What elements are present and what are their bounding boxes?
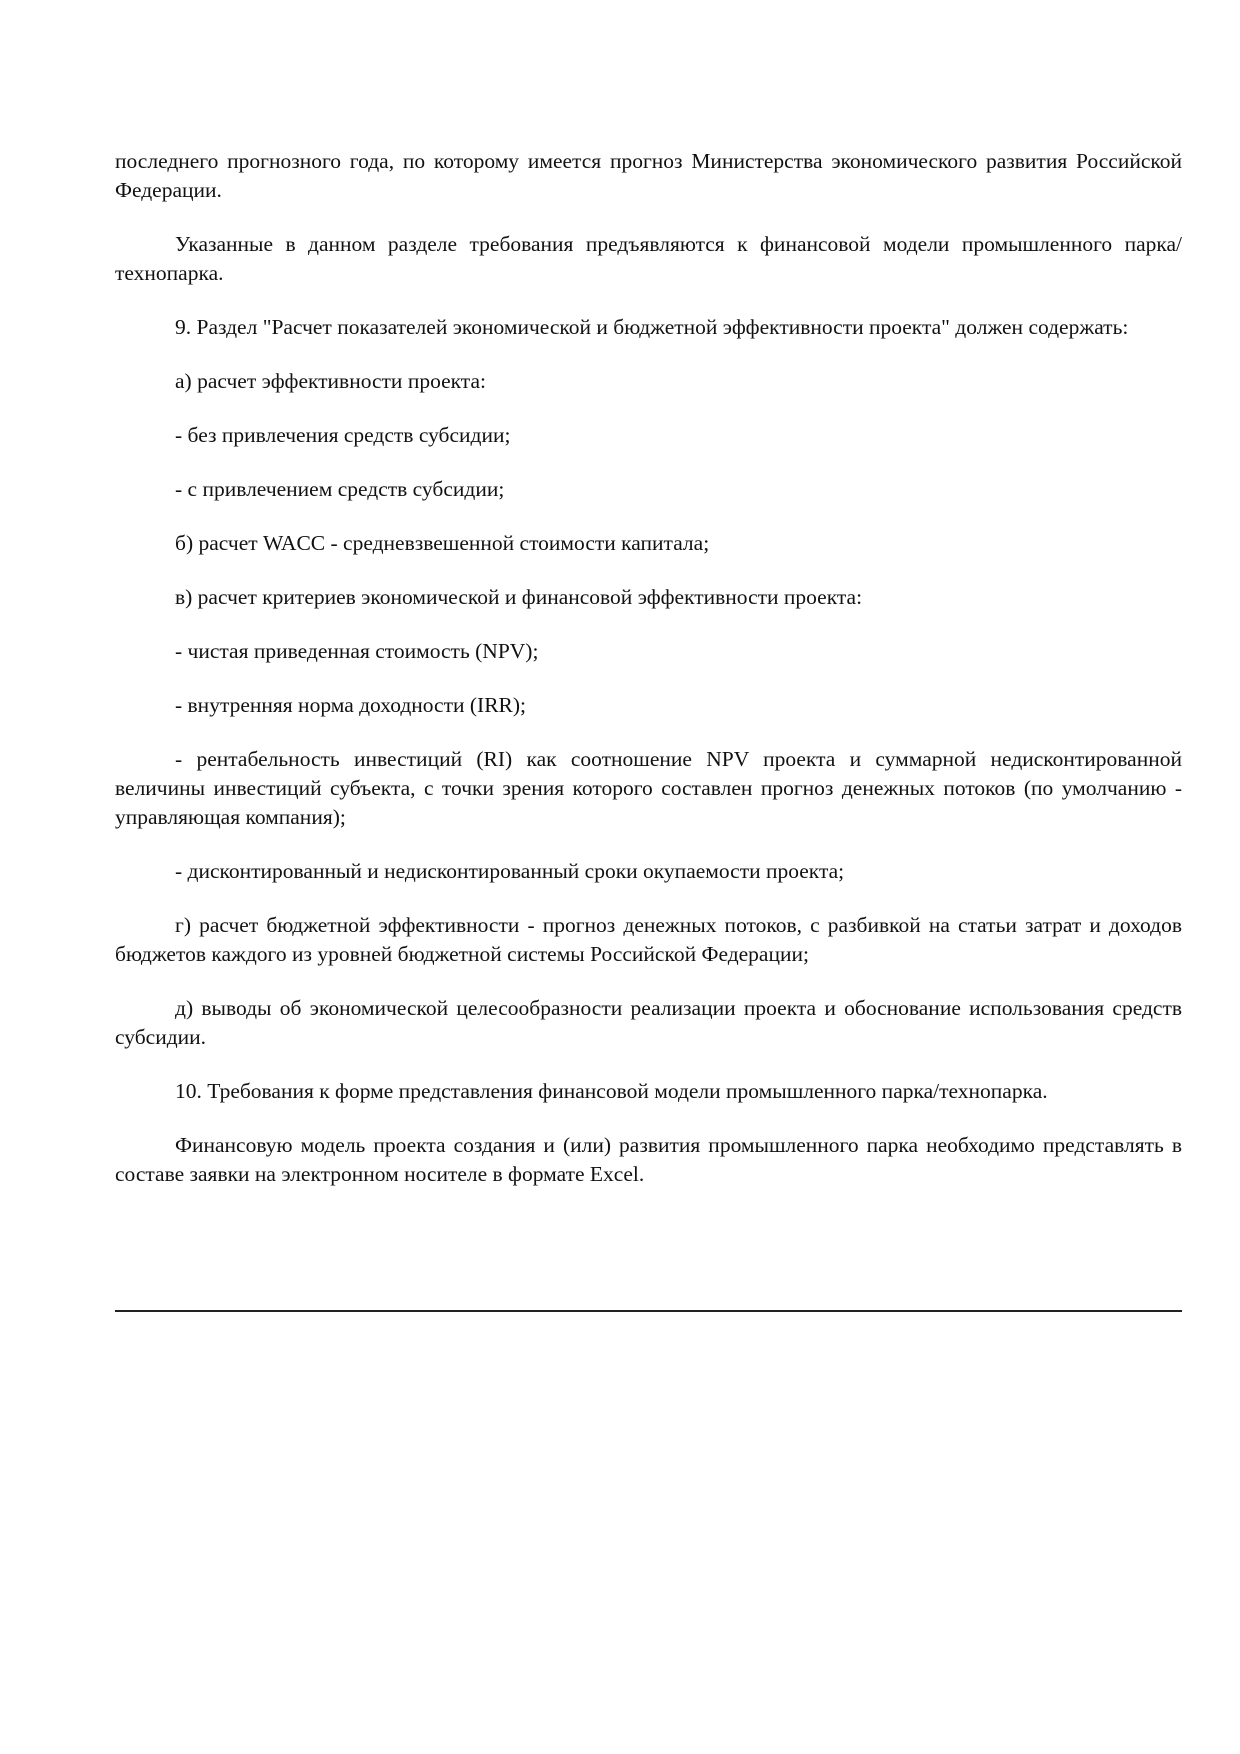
list-item: д) выводы об экономической целесообразности реализации проекта и обоснование использования средств субсидии. [115,996,1182,1049]
list-item: - дисконтированный и недисконтированный сроки окупаемости проекта; [175,859,845,883]
paragraph: 9. Раздел "Расчет показателей экономической и бюджетной эффективности проекта" должен содержать: [175,315,1129,339]
list-item: г) расчет бюджетной эффективности - прогноз денежных потоков, с разбивкой на статьи затрат и доходов бюджетов каждого из уровней бюджетной системы Российской Федерации; [115,913,1182,966]
paragraph: Финансовую модель проекта создания и (или) развития промышленного парка необходимо представлять в составе заявки на электронном носителе в формате Excel. [115,1133,1182,1186]
list-item: - рентабельность инвестиций (RI) как соотношение NPV проекта и суммарной недисконтированной величины инвестиций субъекта, с точки зрения которого составлен прогноз денежных потоков (по умолчанию - управляющая компания); [115,747,1182,829]
list-item: б) расчет WACC - средневзвешенной стоимости капитала; [175,531,710,555]
paragraph: 10. Требования к форме представления финансовой модели промышленного парка/технопарка. [175,1079,1048,1103]
list-item: в) расчет критериев экономической и финансовой эффективности проекта: [175,585,863,609]
list-item: а) расчет эффективности проекта: [175,369,486,393]
list-item: - с привлечением средств субсидии; [175,477,505,501]
list-item: - без привлечения средств субсидии; [175,423,511,447]
paragraph: Указанные в данном разделе требования предъявляются к финансовой модели промышленного парка/технопарка. [115,232,1182,285]
paragraph: последнего прогнозного года, по которому имеется прогноз Министерства экономического развития Российской Федерации. [115,149,1182,202]
list-item: - чистая приведенная стоимость (NPV); [175,639,539,663]
horizontal-rule [115,1310,1182,1312]
document-body [115,147,1182,1214]
list-item: - внутренняя норма доходности (IRR); [175,693,527,717]
